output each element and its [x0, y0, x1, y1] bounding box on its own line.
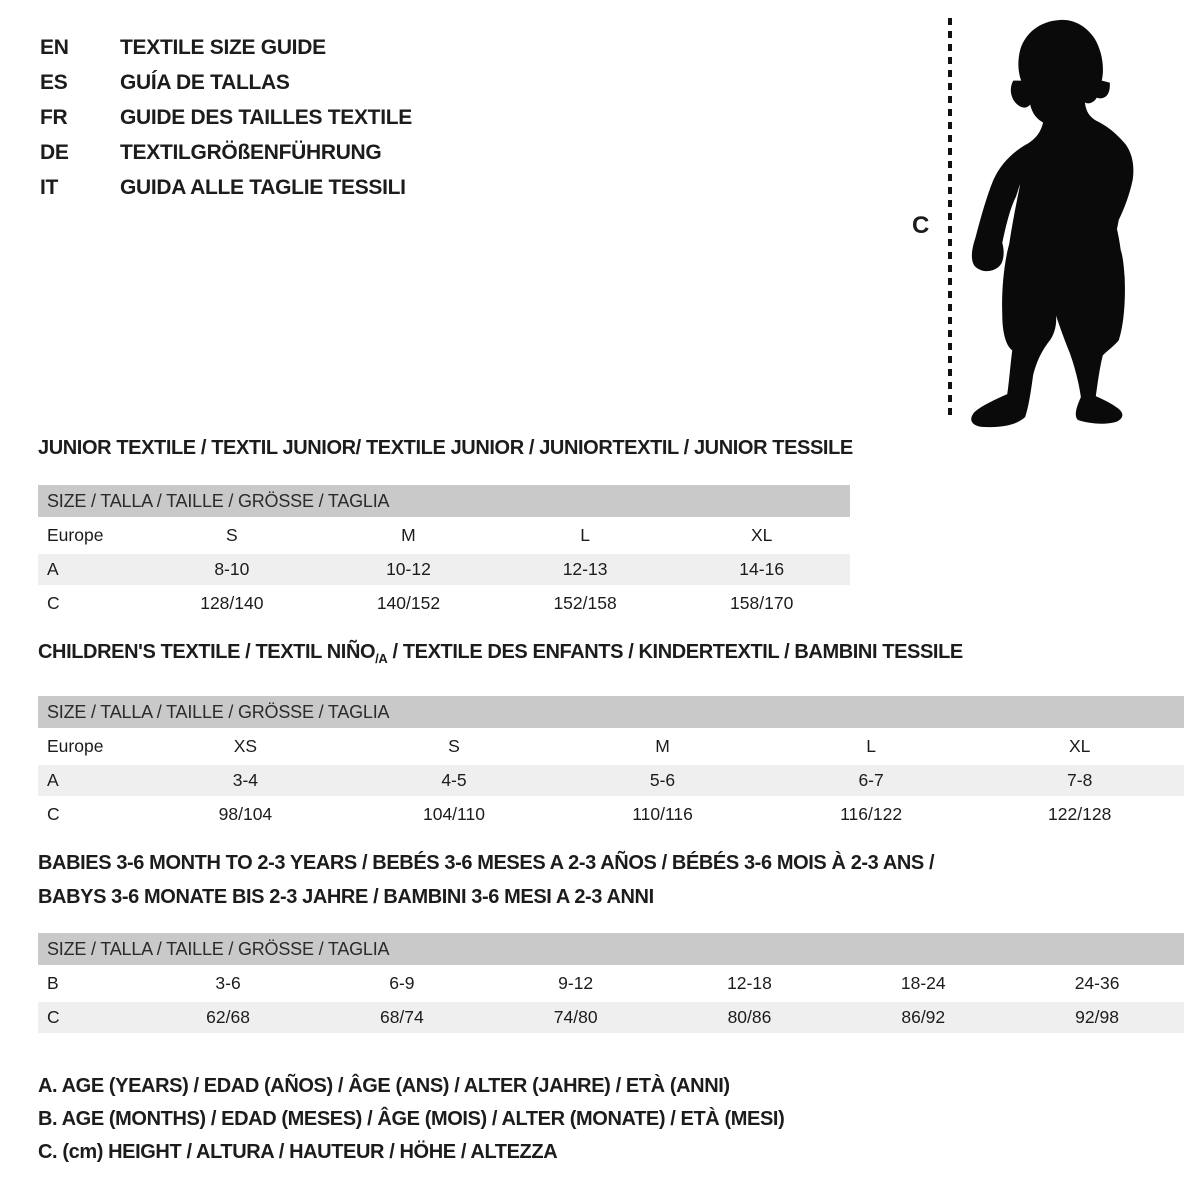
table-row — [38, 554, 850, 585]
table-row — [38, 765, 1184, 796]
size-header-bar — [38, 485, 850, 517]
row-label: C — [47, 593, 60, 613]
table-cell: 86/92 — [836, 1002, 1010, 1033]
table-row — [38, 588, 850, 619]
children-heading-subscript: /A — [375, 651, 388, 666]
table-row — [38, 520, 850, 551]
measurement-legend — [38, 1070, 784, 1169]
toddler-silhouette-image — [958, 10, 1158, 428]
junior-textile-section — [38, 436, 853, 622]
table-cell: 152/158 — [553, 593, 617, 613]
table-cell: 92/98 — [1010, 1002, 1184, 1033]
table-cell: 116/122 — [840, 804, 903, 824]
row-label: C — [38, 1002, 141, 1033]
legend-line-b: B. AGE (MONTHS) / EDAD (MESES) / ÂGE (MOIS) / ALTER (MONATE) / ETÀ (MESI) — [38, 1108, 785, 1130]
table-cell: 18-24 — [900, 973, 946, 993]
language-row-it — [40, 170, 412, 205]
language-title: TEXTILGRÖßENFÜHRUNG — [120, 140, 382, 164]
size-col-header: XL — [1068, 736, 1091, 756]
table-cell: 5-6 — [558, 765, 767, 796]
row-label: Europe — [47, 736, 104, 756]
language-title: GUIDA ALLE TAGLIE TESSILI — [120, 175, 406, 199]
language-title: GUIDE DES TAILLES TEXTILE — [120, 105, 412, 129]
table-cell: 104/110 — [422, 804, 485, 824]
language-title-list — [40, 30, 412, 205]
size-col-header: S — [226, 525, 238, 545]
table-cell: 140/152 — [376, 593, 441, 613]
language-row-en — [40, 30, 412, 65]
size-col-header: S — [448, 736, 460, 756]
table-row — [38, 1002, 1184, 1033]
children-section-heading — [38, 640, 1184, 671]
language-title: TEXTILE SIZE GUIDE — [120, 35, 326, 59]
language-code: EN — [40, 35, 69, 59]
table-cell: 7-8 — [975, 765, 1184, 796]
babies-textile-section — [38, 846, 1184, 1036]
size-col-header: M — [655, 736, 670, 756]
children-textile-section — [38, 640, 1184, 833]
babies-section-heading-line1: BABIES 3-6 MONTH TO 2-3 YEARS / BEBÉS 3-6 MESES A 2-3 AÑOS / BÉBÉS 3-6 MOIS À 2-3 ANS / — [38, 852, 935, 874]
language-code: ES — [40, 70, 68, 94]
table-cell: 158/170 — [730, 593, 794, 613]
junior-size-table — [38, 482, 850, 622]
size-header-label: SIZE / TALLA / TAILLE / GRÖSSE / TAGLIA — [38, 696, 1184, 728]
children-heading-suffix: / TEXTILE DES ENFANTS / KINDERTEXTIL / BAMBINI TESSILE — [387, 641, 963, 663]
size-header-bar — [38, 933, 1184, 965]
size-header-label: SIZE / TALLA / TAILLE / GRÖSSE / TAGLIA — [38, 933, 1184, 965]
table-cell: 68/74 — [315, 1002, 489, 1033]
babies-size-table — [38, 930, 1184, 1036]
size-header-label: SIZE / TALLA / TAILLE / GRÖSSE / TAGLIA — [38, 485, 850, 517]
legend-line-a: A. AGE (YEARS) / EDAD (AÑOS) / ÂGE (ANS) / ALTER (JAHRE) / ETÀ (ANNI) — [38, 1075, 730, 1097]
row-label: A — [38, 554, 144, 585]
table-cell: 4-5 — [350, 765, 559, 796]
table-cell: 74/80 — [489, 1002, 663, 1033]
table-cell: 12-18 — [727, 973, 772, 993]
language-row-fr — [40, 100, 412, 135]
table-cell: 14-16 — [673, 554, 850, 585]
row-label: B — [47, 973, 59, 993]
table-cell: 110/116 — [632, 804, 693, 824]
table-cell: 80/86 — [663, 1002, 837, 1033]
size-header-bar — [38, 696, 1184, 728]
row-label: Europe — [47, 525, 104, 545]
table-row — [38, 799, 1184, 830]
table-cell: 6-7 — [767, 765, 976, 796]
row-label: C — [47, 804, 60, 824]
table-cell: 6-9 — [389, 973, 415, 993]
table-cell: 8-10 — [144, 554, 321, 585]
table-cell: 128/140 — [200, 593, 264, 613]
table-cell: 3-6 — [215, 973, 241, 993]
table-row — [38, 968, 1184, 999]
language-title: GUÍA DE TALLAS — [120, 70, 290, 94]
legend-line-c: C. (cm) HEIGHT / ALTURA / HAUTEUR / HÖHE / ALTEZZA — [38, 1141, 558, 1163]
table-cell: 3-4 — [141, 765, 350, 796]
size-col-header: M — [401, 525, 416, 545]
table-cell: 122/128 — [1048, 804, 1112, 824]
table-cell: 10-12 — [320, 554, 497, 585]
table-row — [38, 731, 1184, 762]
size-col-header: XS — [233, 736, 258, 756]
size-col-header: L — [866, 736, 876, 756]
height-measure-dashed-line — [948, 18, 952, 416]
size-col-header: L — [580, 525, 590, 545]
language-code: FR — [40, 105, 68, 129]
children-size-table — [38, 693, 1184, 833]
language-row-es — [40, 65, 412, 100]
table-cell: 12-13 — [497, 554, 674, 585]
table-cell: 9-12 — [558, 973, 594, 993]
table-cell: 98/104 — [218, 804, 273, 824]
language-code: IT — [40, 175, 59, 199]
babies-section-heading-line2: BABYS 3-6 MONATE BIS 2-3 JAHRE / BAMBINI 3-6 MESI A 2-3 ANNI — [38, 886, 654, 908]
junior-section-heading: JUNIOR TEXTILE / TEXTIL JUNIOR/ TEXTILE JUNIOR / JUNIORTEXTIL / JUNIOR TESSILE — [38, 437, 853, 459]
size-col-header: XL — [750, 525, 773, 545]
language-row-de — [40, 135, 412, 170]
row-label: A — [38, 765, 141, 796]
height-measure-label: C — [912, 212, 930, 239]
table-cell: 62/68 — [141, 1002, 315, 1033]
language-code: DE — [40, 140, 69, 164]
table-cell: 24-36 — [1074, 973, 1120, 993]
children-heading-prefix: CHILDREN'S TEXTILE / TEXTIL NIÑO — [38, 641, 376, 663]
